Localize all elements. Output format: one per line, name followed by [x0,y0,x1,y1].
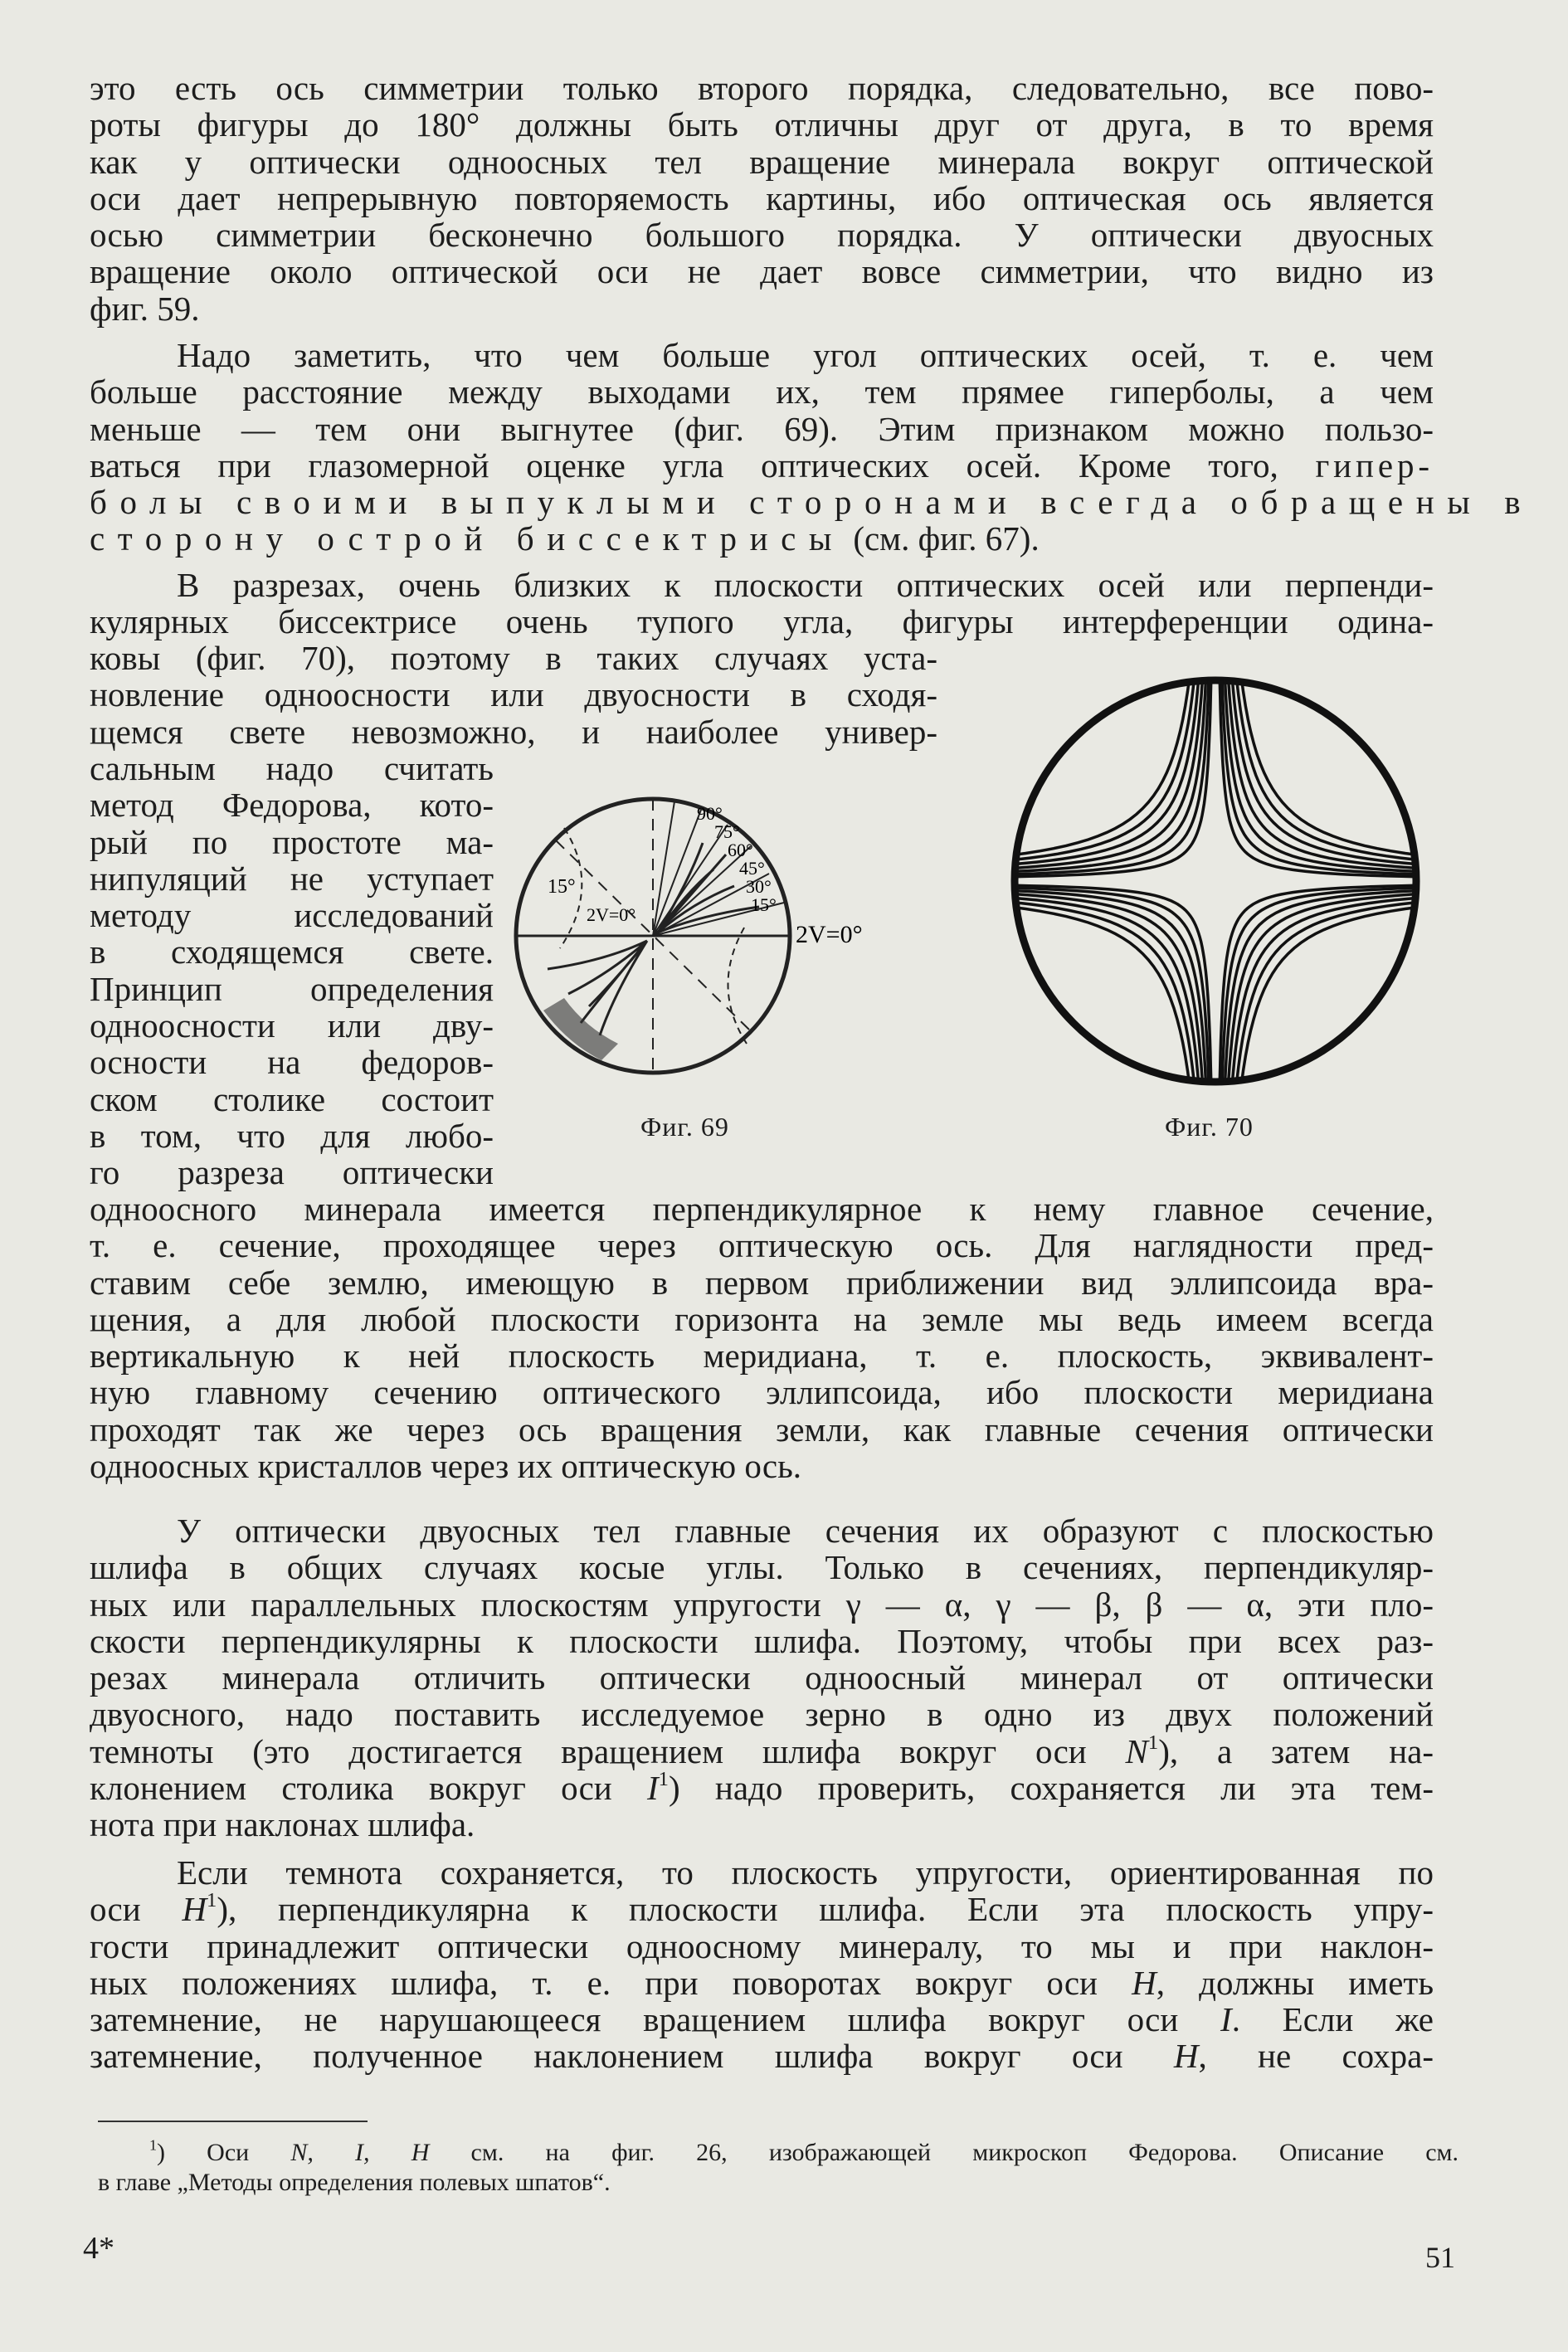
fig70-isochromes [1008,674,1423,1088]
para2-line-1: Надо заметить, что чем больше угол оптических осей, т. е. чем [177,336,1434,374]
para2-line-2: больше расстояние между выходами их, тем прямее гиперболы, а чем [90,373,1434,411]
para1-line-7: фиг. 59. [90,289,200,328]
fig69-label-60: 60° [728,840,753,860]
spaced-giper: гипер- [1315,446,1434,485]
para3_rest-line-1: одноосного минерала имеется перпендикулярное к нему главное сечение, [90,1190,1434,1228]
para3-line-2: кулярных биссектрисе очень тупого угла, фигуры интерференции одина- [90,602,1434,641]
para5-line-5: затемнение, не нарушающееся вращением шлифа вокруг оси I. Если же [90,2000,1434,2039]
para4-line-6: двуосного, надо поставить исследуемое зерно в одно из двух положений [90,1695,1434,1734]
para2-line-5: болы своими выпуклыми сторонами всегда обращены в [90,483,1534,522]
signature-mark: 4* [83,2231,114,2266]
fig70-isochrome-16 [1008,884,1212,1088]
para4-line-9: нота при наклонах шлифа. [90,1805,475,1844]
para2-line-3: меньше — тем они выгнутее (фиг. 69). Этим признаком можно пользо- [90,409,1434,448]
para3_rest-line-2: т. е. сечение, проходящее через оптическую ось. Для наглядности пред- [90,1226,1434,1265]
fig70-isochrome-18 [1008,886,1210,1088]
para3_rest-line-3: ставим себе землю, имеющую в первом приближении вид эллипсоида вра- [90,1263,1434,1302]
fig69-label-45: 45° [739,858,765,879]
page-number: 51 [1425,2241,1455,2274]
para4-line-8: клонением столика вокруг оси $I^1$) надо проверить, сохраняется ли эта тем- [90,1767,1434,1808]
fig70-isochrome-9 [1219,674,1423,878]
para3_rest-line-8: одноосных кристаллов через их оптическую ось. [90,1447,802,1486]
fig69-label-75: 75° [714,821,740,842]
paragraph-5 [90,1854,1434,2075]
para3_narrow-line-2: метод Федорова, кото- [90,786,494,825]
para3-line-1: В разрезах, очень близких к плоскости оптических осей или перпенди- [177,566,1434,604]
paragraph-3-narrow [90,750,494,1191]
para5-line-1: Если темнота сохраняется, то плоскость упругости, ориентированная по [177,1853,1434,1892]
para3_narrow-line-1: сальным надо считать [90,749,494,787]
fig70-isochrome-23 [1219,884,1423,1088]
para5-line-3: гости принадлежит оптически одноосному минералу, то мы и при наклон- [90,1926,1434,1965]
para3_narrow-line-6: в сходящемся свете. [90,933,494,971]
para2-line-6 [90,520,1434,557]
figure-70-caption: Фиг. 70 [1165,1112,1254,1142]
para3_narrow-line-4: нипуляций не уступает [90,859,494,898]
paragraph-3-mid [90,640,937,750]
paragraph-3-rest [90,1191,1434,1484]
para2-line-4-text: ваться при глазомерной оценке угла оптических осей. Кроме того, [90,446,1278,485]
fig70-isochrome-3 [1008,674,1211,877]
para4-line-4: скости перпендикулярны к плоскости шлифа. Поэтому, чтобы при всех раз- [90,1621,1434,1660]
para3_narrow-line-10: ском столике состоит [90,1079,494,1118]
fig70-isochrome-24 [1220,885,1423,1088]
paragraph-4 [90,1512,1434,1843]
para1-line-1: это есть ось симметрии только второго порядка, следовательно, все пово- [90,69,1434,107]
paragraph-2 [90,336,1534,558]
para2-line-4 [90,447,1434,484]
fig70-circle [1015,680,1416,1082]
footnote-line-2: в главе „Методы определения полевых шпатов“. [98,2169,611,2196]
para1-line-4: оси дает непрерывную повторяемость картины, ибо оптическая ось является [90,178,1434,217]
para4-line-1: У оптически двуосных тел главные сечения их образуют с плоскостью [177,1512,1434,1550]
para3_narrow-line-8: одноосности или дву- [90,1006,494,1045]
para3_mid-line-2: новление одноосности или двуосности в сходя- [90,675,937,714]
para3_mid-line-1: ковы (фиг. 70), поэтому в таких случаях уста- [90,639,937,677]
para4-line-5: резах минерала отличить оптически одноосный минерал от оптически [90,1658,1434,1697]
para4-line-3: ных или параллельных плоскостям упругости γ — α, γ — β, β — α, эти пло- [90,1585,1434,1624]
para3_narrow-line-3: рый по простоте ма- [90,822,494,861]
fig69-label-left-2v: 2V=0° [587,904,636,925]
para3_rest-line-7: проходят так же через ось вращения земли, как главные сечения оптически [90,1410,1434,1449]
footnote [98,2138,1458,2198]
para5-line-4: ных положениях шлифа, т. е. при поворотах вокруг оси H, должны иметь [90,1963,1434,2002]
fig69-isogyre-right [728,923,747,1044]
para3_narrow-line-7: Принцип определения [90,969,494,1008]
figure-69-diagram [510,795,884,1077]
fig69-label-15: 15° [751,894,777,915]
para3_narrow-line-5: методу исследований [90,896,494,935]
fig70-isochrome-25 [1220,886,1423,1088]
para4-line-7: темноты (это достигается вращением шлифа вокруг оси $N^1$), а затем на- [90,1731,1434,1770]
fig69-label-right-2v: 2V=0° [796,921,863,948]
fig70-isochrome-17 [1008,885,1211,1088]
para3_narrow-line-9: осности на федоров- [90,1043,494,1082]
paragraph-3-top [90,567,1434,640]
para3_rest-line-5: вертикальную к ней плоскость меридиана, т. е. плоскость, эквивалент- [90,1337,1434,1376]
para3_narrow-line-11: в том, что для любо- [90,1116,494,1155]
para3_rest-line-6: ную главному сечению оптического эллипсоида, ибо плоскости меридиана [90,1373,1434,1412]
fig70-isochrome-4 [1008,674,1210,876]
fig69-label-90: 90° [697,803,723,824]
para5-line-2: оси $H^1$), перпендикулярна к плоскости шлифа. Если эта плоскость упру- [90,1889,1434,1929]
para1-line-3: как у оптически одноосных тел вращение минерала вокруг оптической [90,142,1434,181]
para1-line-6: вращение около оптической оси не дает вовсе симметрии, что видно из [90,252,1434,291]
fig70-isochrome-10 [1220,674,1423,877]
footnote-rule [98,2121,368,2122]
fig70-isochrome-2 [1008,674,1212,878]
para3_mid-line-3: щемся свете невозможно, и наиболее универ- [90,712,937,751]
fig69-label-30: 30° [746,876,772,897]
para3_narrow-line-12: го разреза оптически [90,1153,494,1192]
figure-70-diagram [1008,674,1423,1088]
para4-line-2: шлифа в общих случаях косые углы. Только в сечениях, перпендикуляр- [90,1548,1434,1587]
figure-69-caption: Фиг. 69 [640,1112,729,1142]
paragraph-1 [90,70,1434,327]
fig69-label-left-15: 15° [548,876,576,898]
para5-line-6: затемнение, полученное наклонением шлифа вокруг оси H, не сохра- [90,2037,1434,2076]
spaced-bissektrisa: сторону острой биссектрисы [90,519,845,558]
para1-line-2: роты фигуры до 180° должны быть отличны друг от друга, в то время [90,105,1434,144]
fig70-isochrome-11 [1220,674,1423,876]
para2-end: (см. фиг. 67). [853,519,1040,558]
para1-line-5: осью симметрии бесконечно большого порядка. У оптически двуосных [90,216,1434,255]
para3_rest-line-4: щения, а для любой плоскости горизонта на земле мы ведь имеем всегда [90,1299,1434,1338]
footnote-line-1: $^1$) Оси N, I, H см. на фиг. 26, изображающей микроскоп Федорова. Описание см. [149,2136,1458,2166]
